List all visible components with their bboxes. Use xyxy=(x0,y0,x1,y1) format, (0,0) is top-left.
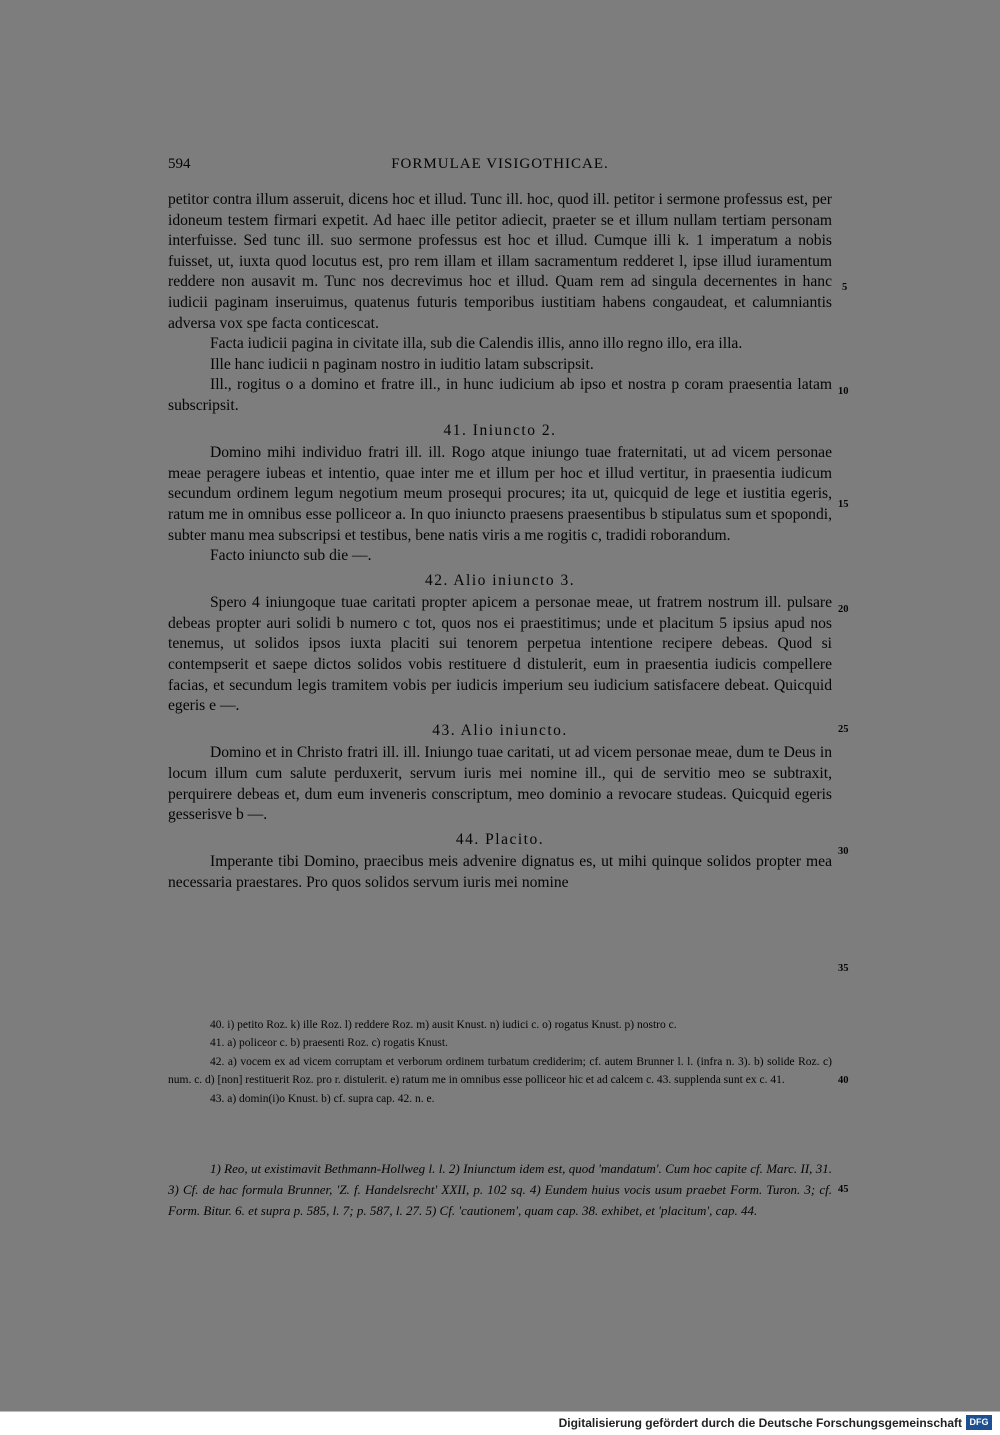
critical-apparatus xyxy=(168,1016,832,1108)
line-number: 10 xyxy=(838,386,849,397)
paragraph: Facto iniuncto sub die —. xyxy=(210,547,372,565)
apparatus-note: 43. a) domin(i)o Knust. b) cf. supra cap. 42. n. e. xyxy=(210,1092,435,1105)
apparatus-note: 41. a) policeor c. b) praesenti Roz. c) rogatis Knust. xyxy=(210,1037,448,1050)
line-number: 40 xyxy=(838,1075,849,1086)
section-heading: 41. Iniuncto 2. xyxy=(443,421,557,439)
line-number: 25 xyxy=(838,724,849,735)
paragraph: Ill., rogitus o a domino et fratre ill., in hunc iudicium ab ipso et nostra p coram praesentia latam subscripsit. xyxy=(168,376,832,414)
paragraph: Imperante tibi Domino, praecibus meis advenire dignatus es, ut mihi quinque solidos propter mea necessaria praestares. Pro quos solidos servum iuris mei nomine xyxy=(168,853,832,891)
section-heading: 43. Alio iniuncto. xyxy=(432,721,568,739)
page-number: 594 xyxy=(168,156,191,172)
running-title: FORMULAE VISIGOTHICAE. xyxy=(391,156,609,172)
paragraph: Domino mihi individuo fratri ill. ill. Rogo atque iniungo tuae fraternitati, ut ad vicem personae meae peragere iubeas et intentio, quae inter me et illum per hoc et illud vertitur, in praesentia iudicum secundum ordinem legum negotium meum prosequi procures; ita ut, quicquid de lege et iustitia egeris, ratum me in omnibus esse polliceor a. In quo iniuncto praesens praesentibus b stipulatus sum et spopondi, subter manu mea subscripsi et testibus, bene natis viris a me rogitis c, tradidi roborandum. xyxy=(168,444,832,544)
page-header xyxy=(168,156,832,178)
line-number: 35 xyxy=(838,963,849,974)
section-heading: 44. Placito. xyxy=(455,830,545,848)
paragraph: petitor contra illum asseruit, dicens hoc et illud. Tunc ill. hoc, quod ill. petitor i sermone professus est, per idoneum testem firmari expetit. Ad haec ille petitor adiecit, praeter se et illum nullam tertiam personam interfuisse. Sed tunc ill. suo sermone professus est hoc et illud. Cumque illi k. 1 imperatum a nobis fuisset, ut, iuxta quod locutus est, pro rem illam et illam sacramentum redderet l, ipse illud iuramentum reddere non ausavit m. Tunc nos decrevimus hoc et illud. Quam rem ad singula decernentes in hanc iudicii paginam inseruimus, quatenus futuris temporibus iustitiam habens congaudeat, et calumniantis adversa vox spe facta conticescat. xyxy=(168,191,832,332)
funding-banner xyxy=(0,1411,1000,1435)
apparatus-note: 40. i) petito Roz. k) ille Roz. l) reddere Roz. m) ausit Knust. n) iudici c. o) rogatus Knust. p) nostro c. xyxy=(210,1019,677,1031)
dfg-logo-icon: DFG xyxy=(966,1415,992,1430)
main-text xyxy=(168,190,832,894)
paragraph: Domino et in Christo fratri ill. ill. Iniungo tuae caritati, ut ad vicem personae meae, dum te Deus in locum illum cum salute perduxerit, servum iuris mei nomine ill., qui de servitio meo se subtraxit, perquirere debeas et, dum eum inveneris conscriptum, meo dominio a revocare studeas. Quicquid egeris gesserisve b —. xyxy=(168,744,832,824)
section-heading: 42. Alio iniuncto 3. xyxy=(424,571,576,589)
line-number: 30 xyxy=(838,846,849,857)
footnotes xyxy=(168,1158,832,1221)
paragraph: Spero 4 iniungoque tuae caritati propter apicem a personae meae, ut fratrem nostrum ill. pulsare debeas propter auri solidi b numero c tot, quos nos ei praestitimus; unde et placitum 5 ipsius apud nos tenemus, ut solidos ipsos iuxta placiti sui tenorem perpetua intentione recipere debeas. Quod si contempserit et saepe dictos solidos vobis restituere d distulerit, eum in praesentia iudicis compellere facias, et secundum legis tramitem vobis per iudicis imperium seu iudicium satisfacere debeat. Quicquid egeris e —. xyxy=(168,594,832,715)
funding-text: Digitalisierung gefördert durch die Deutsche Forschungsgemeinschaft xyxy=(558,1416,962,1430)
footnote-text: 1) Reo, ut existimavit Bethmann-Hollweg l. l. 2) Iniunctum idem est, quod 'mandatum'. Cum hoc capite cf. Marc. II, 31. 3) Cf. de hac formula Brunner, 'Z. f. Handelsrecht' XXII, p. 102 sq. 4) Eundem huius vocis usum praebet Form. Turon. 3; cf. Form. Bitur. 6. et supra p. 585, l. 7; p. 587, l. 27. 5) Cf. 'cautionem', quam cap. 38. exhibet, et 'placitum', cap. 44. xyxy=(168,1161,832,1218)
line-number: 20 xyxy=(838,604,849,615)
paragraph: Ille hanc iudicii n paginam nostro in iuditio latam subscripsit. xyxy=(210,355,594,373)
line-number: 5 xyxy=(842,282,848,293)
paragraph: Facta iudicii pagina in civitate illa, sub die Calendis illis, anno illo regno illo, era illa. xyxy=(210,335,743,353)
line-number: 45 xyxy=(838,1184,849,1195)
line-number: 15 xyxy=(838,499,849,510)
apparatus-note: 42. a) vocem ex ad vicem corruptam et verborum ordinem turbatum crediderim; cf. autem Brunner l. l. (infra n. 3). b) solide Roz. c) num. c. d) [non] restituerit Roz. pro r. distulerit. e) ratum me in omnibus esse polliceor hic et ad calcem c. 43. supplenda sunt ex c. 41. xyxy=(168,1055,832,1087)
